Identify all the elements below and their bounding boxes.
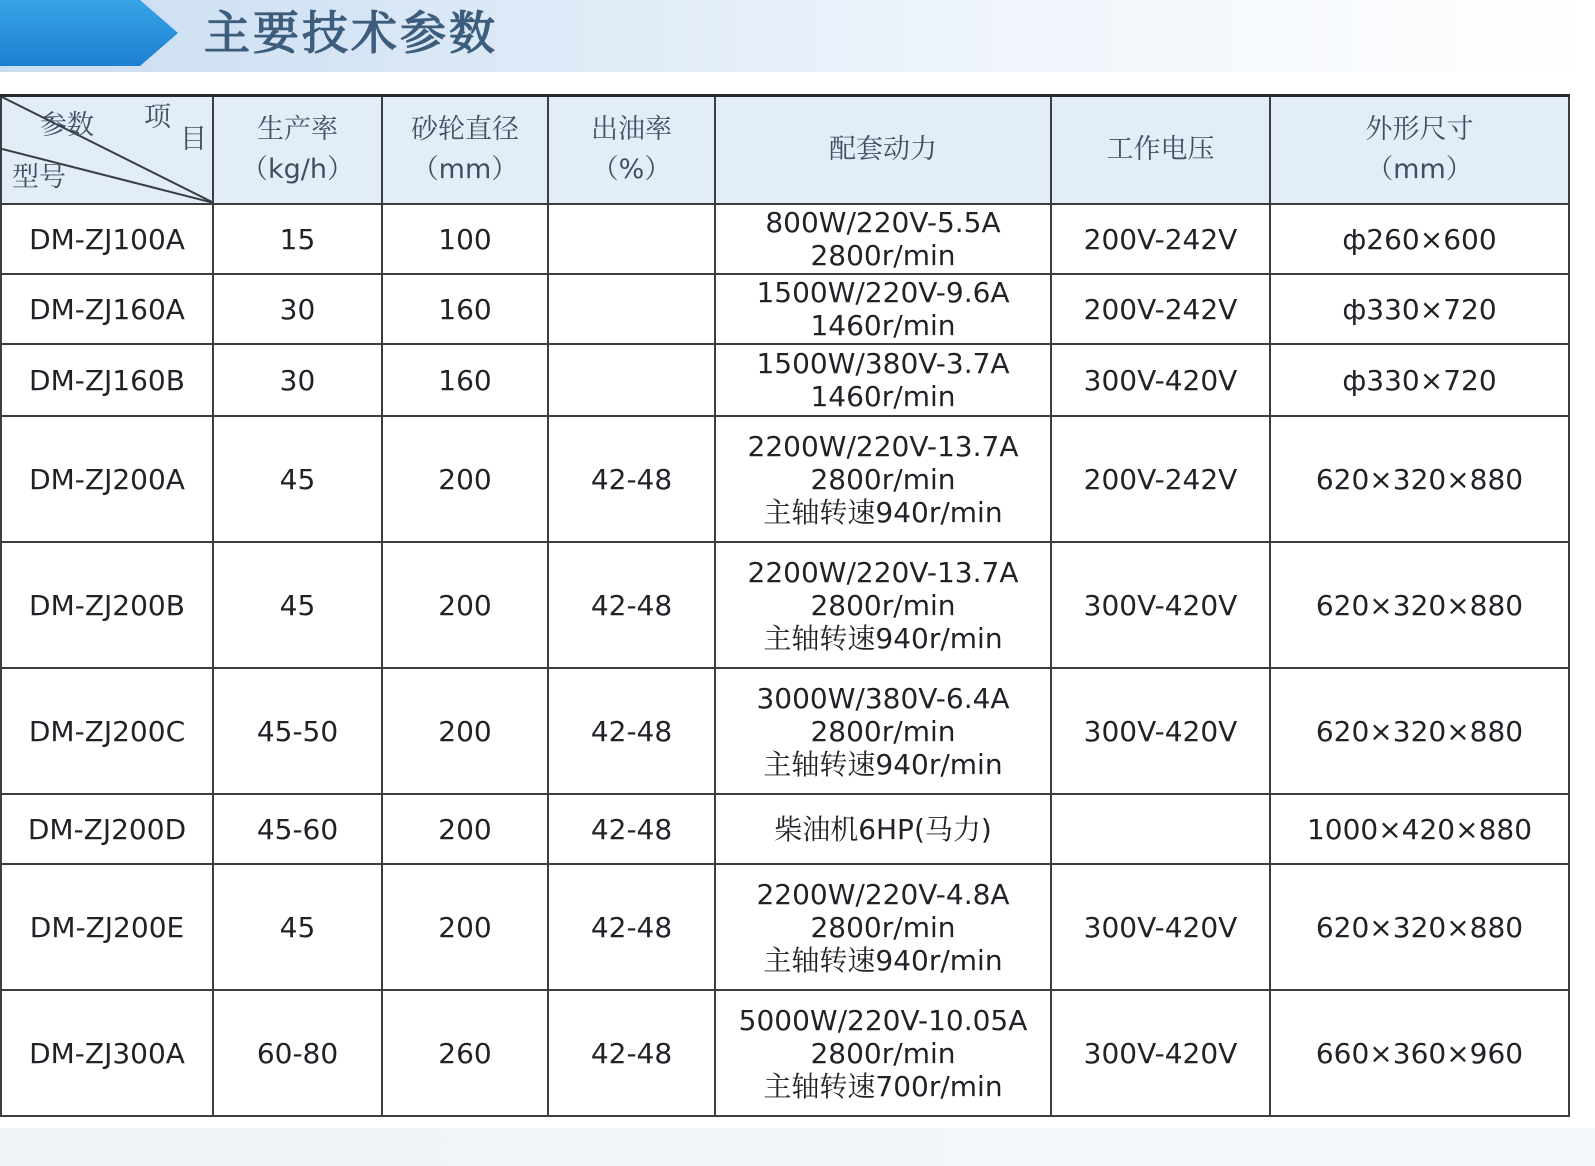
cell-oil <box>548 344 715 416</box>
cell-model: DM-ZJ200C <box>1 668 213 794</box>
cell-wheel: 160 <box>382 344 548 416</box>
cell-wheel: 200 <box>382 416 548 542</box>
cell-size: 620×320×880 <box>1270 864 1569 990</box>
cell-power: 2200W/220V-13.7A 2800r/min 主轴转速940r/min <box>715 416 1051 542</box>
cell-rate: 15 <box>213 204 382 274</box>
corner-header <box>1 96 213 205</box>
cell-oil <box>548 204 715 274</box>
cell-power: 1500W/220V-9.6A 1460r/min <box>715 274 1051 344</box>
cell-oil: 42-48 <box>548 416 715 542</box>
table-row <box>1 204 1569 274</box>
corner-label-item-a: 项 <box>144 102 171 133</box>
cell-wheel: 200 <box>382 542 548 668</box>
cell-rate: 45-60 <box>213 794 382 864</box>
cell-size: 620×320×880 <box>1270 542 1569 668</box>
cell-voltage: 300V-420V <box>1051 542 1270 668</box>
cell-oil: 42-48 <box>548 990 715 1116</box>
cell-oil <box>548 274 715 344</box>
cell-model: DM-ZJ100A <box>1 204 213 274</box>
table-row <box>1 344 1569 416</box>
banner-arrow-icon <box>0 0 178 66</box>
cell-voltage: 200V-242V <box>1051 204 1270 274</box>
cell-power: 1500W/380V-3.7A 1460r/min <box>715 344 1051 416</box>
page-title: 主要技术参数 <box>204 6 498 60</box>
cell-rate: 30 <box>213 344 382 416</box>
cell-wheel: 160 <box>382 274 548 344</box>
table-row <box>1 864 1569 990</box>
cell-oil: 42-48 <box>548 542 715 668</box>
cell-wheel: 200 <box>382 864 548 990</box>
table-row <box>1 542 1569 668</box>
corner-label-item-b: 目 <box>180 124 207 155</box>
table-row <box>1 416 1569 542</box>
cell-oil: 42-48 <box>548 864 715 990</box>
cell-rate: 45 <box>213 864 382 990</box>
cell-power: 2200W/220V-13.7A 2800r/min 主轴转速940r/min <box>715 542 1051 668</box>
column-header-rate: 生产率 （kg/h） <box>213 96 382 205</box>
cell-voltage: 300V-420V <box>1051 990 1270 1116</box>
cell-size: ф260×600 <box>1270 204 1569 274</box>
cell-wheel: 200 <box>382 794 548 864</box>
cell-power: 2200W/220V-4.8A 2800r/min 主轴转速940r/min <box>715 864 1051 990</box>
cell-oil: 42-48 <box>548 668 715 794</box>
cell-model: DM-ZJ200B <box>1 542 213 668</box>
cell-model: DM-ZJ200D <box>1 794 213 864</box>
table-row <box>1 274 1569 344</box>
cell-wheel: 200 <box>382 668 548 794</box>
table-row <box>1 990 1569 1116</box>
cell-size: 1000×420×880 <box>1270 794 1569 864</box>
bottom-strip <box>0 1128 1595 1166</box>
cell-power: 800W/220V-5.5A 2800r/min <box>715 204 1051 274</box>
cell-wheel: 260 <box>382 990 548 1116</box>
column-header-oil: 出油率 （%） <box>548 96 715 205</box>
corner-label-params: 参数 <box>40 110 94 141</box>
cell-size: 660×360×960 <box>1270 990 1569 1116</box>
column-header-power: 配套动力 <box>715 96 1051 205</box>
table-row <box>1 668 1569 794</box>
cell-power: 柴油机6HP(马力) <box>715 794 1051 864</box>
cell-rate: 60-80 <box>213 990 382 1116</box>
column-header-voltage: 工作电压 <box>1051 96 1270 205</box>
cell-rate: 45 <box>213 542 382 668</box>
cell-rate: 45 <box>213 416 382 542</box>
cell-size: 620×320×880 <box>1270 416 1569 542</box>
spec-table <box>0 94 1570 1117</box>
cell-voltage: 300V-420V <box>1051 344 1270 416</box>
title-banner <box>0 0 1595 72</box>
cell-power: 5000W/220V-10.05A 2800r/min 主轴转速700r/min <box>715 990 1051 1116</box>
column-header-wheel: 砂轮直径 （mm） <box>382 96 548 205</box>
cell-size: ф330×720 <box>1270 274 1569 344</box>
cell-voltage: 200V-242V <box>1051 274 1270 344</box>
cell-size: ф330×720 <box>1270 344 1569 416</box>
cell-oil: 42-48 <box>548 794 715 864</box>
cell-voltage <box>1051 794 1270 864</box>
cell-voltage: 200V-242V <box>1051 416 1270 542</box>
column-header-size: 外形尺寸 （mm） <box>1270 96 1569 205</box>
corner-label-model: 型号 <box>12 162 66 193</box>
cell-model: DM-ZJ200A <box>1 416 213 542</box>
cell-model: DM-ZJ160A <box>1 274 213 344</box>
cell-wheel: 100 <box>382 204 548 274</box>
cell-model: DM-ZJ160B <box>1 344 213 416</box>
cell-size: 620×320×880 <box>1270 668 1569 794</box>
cell-model: DM-ZJ200E <box>1 864 213 990</box>
cell-rate: 30 <box>213 274 382 344</box>
cell-power: 3000W/380V-6.4A 2800r/min 主轴转速940r/min <box>715 668 1051 794</box>
table-row <box>1 794 1569 864</box>
cell-model: DM-ZJ300A <box>1 990 213 1116</box>
cell-voltage: 300V-420V <box>1051 864 1270 990</box>
cell-rate: 45-50 <box>213 668 382 794</box>
cell-voltage: 300V-420V <box>1051 668 1270 794</box>
header-row <box>1 96 1569 205</box>
